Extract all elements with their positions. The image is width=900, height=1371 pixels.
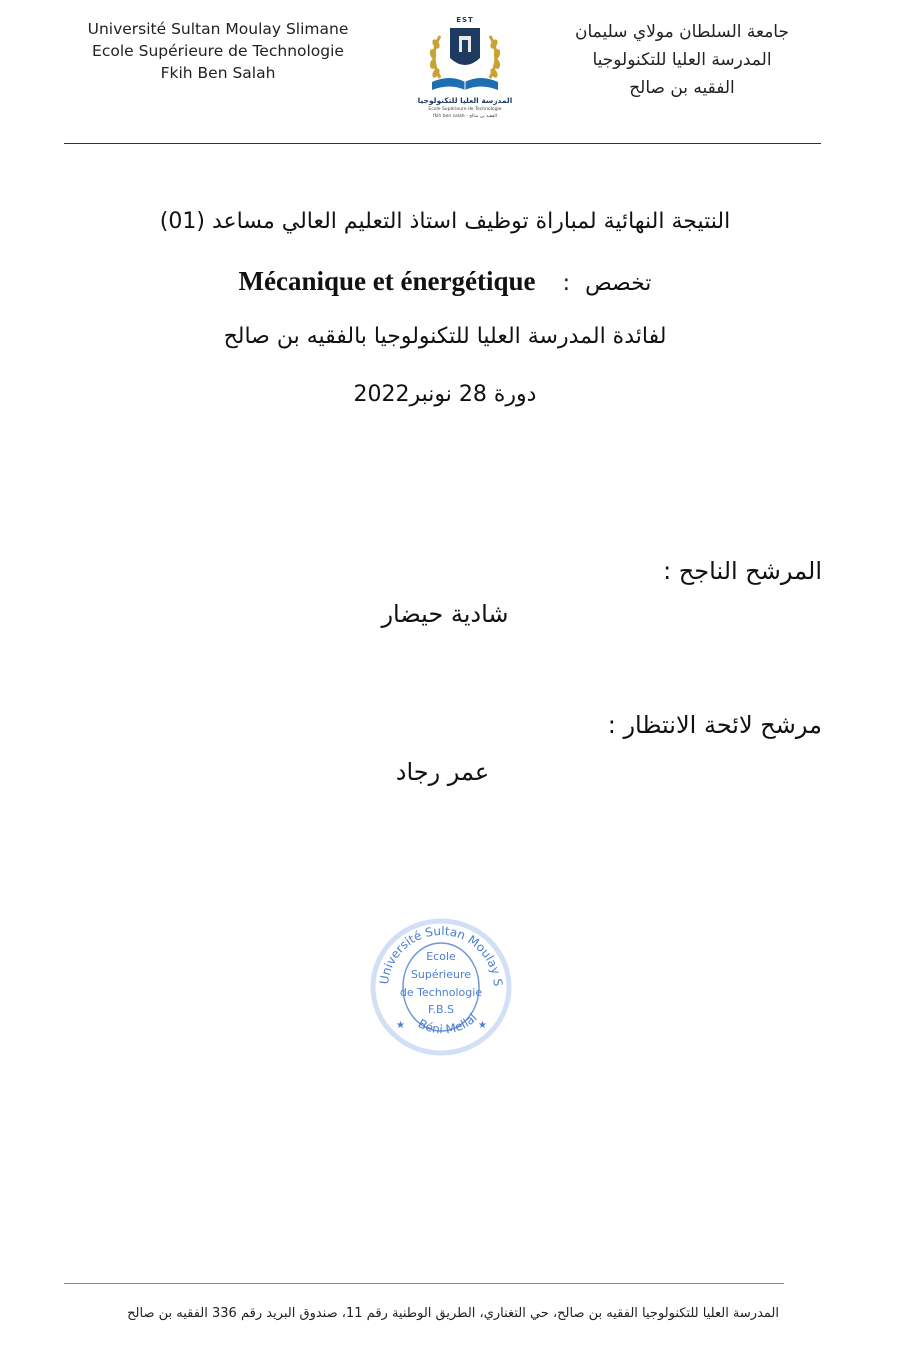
logo-text-fr: Ecole Supérieure de Technologie <box>428 107 502 112</box>
waitlist-name: عمر رجاد <box>395 758 490 786</box>
logo-text-city: fkih ben salah - الفقيه بن صالح <box>432 114 498 119</box>
stamp-line-4: F.B.S <box>427 1003 455 1016</box>
session-date: دورة 28 نونبر2022 <box>353 382 537 407</box>
header-french <box>78 18 358 84</box>
stamp-bottom-text: Béni Mellal <box>415 1010 480 1037</box>
specialty-separator: : <box>562 271 570 296</box>
result-title: النتيجة النهائية لمباراة توظيف استاذ التعليم العالي مساعد (01) <box>159 209 731 234</box>
header-fr-city: Fkih Ben Salah <box>160 64 276 82</box>
header-fr-university: Université Sultan Moulay Slimane <box>87 20 349 38</box>
school-logo <box>410 16 520 124</box>
stamp-line-1: Ecole <box>426 950 456 963</box>
winner-name: شادية حيضار <box>381 600 509 628</box>
specialty-line <box>100 263 790 303</box>
header-fr-school: Ecole Supérieure de Technologie <box>92 42 344 60</box>
stamp-seal-icon <box>368 916 514 1058</box>
stamp-line-2: Supérieure <box>410 968 472 981</box>
header-ar-university: جامعة السلطان مولاي سليمان <box>574 22 789 42</box>
svg-text:★: ★ <box>478 1020 487 1031</box>
header-ar-school: المدرسة العليا للتكنولوجيا <box>592 50 772 70</box>
beneficiary-line: لفائدة المدرسة العليا للتكنولوجيا بالفقيه بن صالح <box>223 324 667 349</box>
winner-label: المرشح الناجح : <box>663 557 822 585</box>
official-stamp <box>368 916 514 1058</box>
header-divider <box>64 143 821 144</box>
svg-text:★: ★ <box>396 1020 405 1031</box>
specialty-value: Mécanique et énergétique <box>238 266 536 296</box>
specialty-label: تخصص <box>585 271 652 296</box>
footer-divider <box>64 1283 784 1284</box>
stamp-line-3: de Technologie <box>399 986 483 999</box>
logo-emblem-icon <box>410 16 520 96</box>
logo-text-ar: المدرسة العليا للتكنولوجيا <box>417 96 513 105</box>
stamp-ring-text: Université Sultan Moulay S <box>377 923 506 987</box>
header-arabic <box>552 18 812 102</box>
logo-acronym: EST <box>456 16 474 24</box>
header-ar-city: الفقيه بن صالح <box>629 78 735 98</box>
waitlist-label: مرشح لائحة الانتظار : <box>607 711 822 739</box>
footer-address: المدرسة العليا للتكنولوجيا الفقيه بن صالح، حي التغناري، الطريق الوطنية رقم 11، صندوق البريد رقم 336 الفقيه بن صالح <box>127 1306 779 1321</box>
